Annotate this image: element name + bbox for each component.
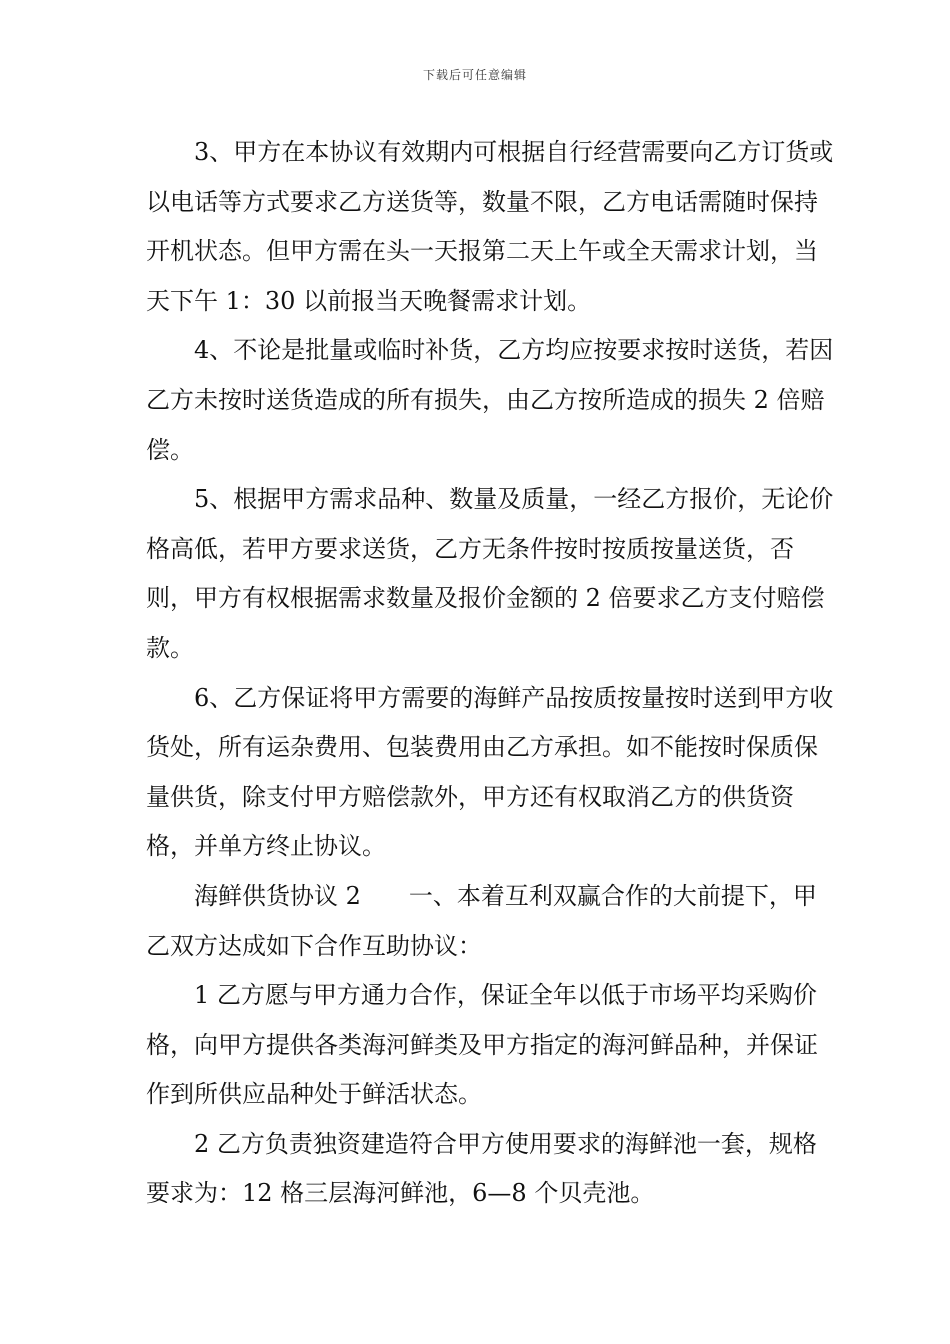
page-header: 下载后可任意编辑 <box>422 68 527 82</box>
paragraph-clause-6: 6、乙方保证将甲方需要的海鲜产品按质按量按时送到甲方收货处，所有运杂费用、包装费用由乙方承担。如不能按时保质保量供货，除支付甲方赔偿款外，甲方还有权取消乙方的供货资格，并单方终止协议。 <box>146 683 834 861</box>
document-body <box>146 128 836 1219</box>
paragraph-clause-3: 3、甲方在本协议有效期内可根据自行经营需要向乙方订货或以电话等方式要求乙方送货等，数量不限，乙方电话需随时保持开机状态。但甲方需在头一天报第二天上午或全天需求计划，当天下午 1：30 以前报当天晚餐需求计划。 <box>146 138 834 315</box>
paragraph-clause-4: 4、不论是批量或临时补货，乙方均应按要求按时送货，若因乙方未按时送货造成的所有损失，由乙方按所造成的损失 2 倍赔偿。 <box>146 336 834 464</box>
paragraph-agreement-2-intro: 海鲜供货协议 2 一、本着互利双赢合作的大前提下，甲乙双方达成如下合作互助协议： <box>146 881 817 960</box>
paragraph-clause-5: 5、根据甲方需求品种、数量及质量，一经乙方报价，无论价格高低，若甲方要求送货，乙方无条件按时按质按量送货，否则，甲方有权根据需求数量及报价金额的 2 倍要求乙方支付赔偿款。 <box>146 485 834 662</box>
paragraph-item-1: 1 乙方愿与甲方通力合作，保证全年以低于市场平均采购价格，向甲方提供各类海河鲜类及甲方指定的海河鲜品种，并保证作到所供应品种处于鲜活状态。 <box>146 981 818 1109</box>
paragraph-item-2: 2 乙方负责独资建造符合甲方使用要求的海鲜池一套，规格要求为：12 格三层海河鲜池，6—8 个贝壳池。 <box>146 1129 817 1208</box>
